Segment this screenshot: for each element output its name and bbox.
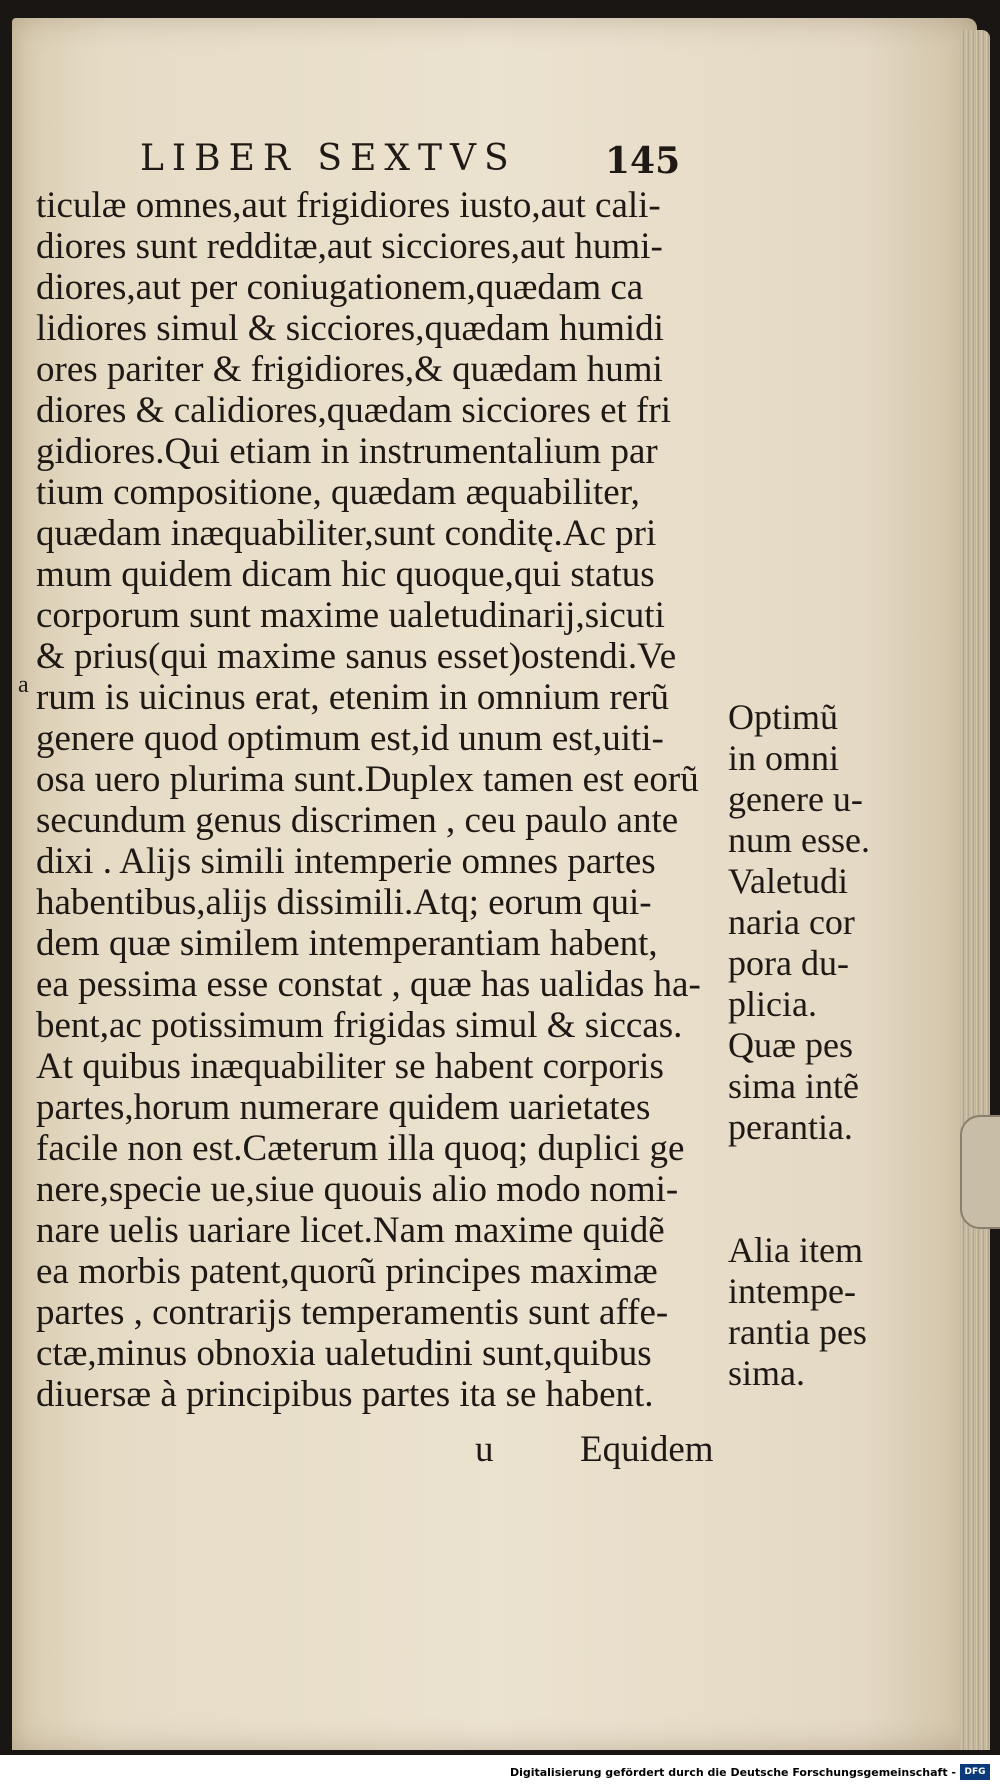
- margin-note-line: pora du-: [728, 943, 849, 983]
- text-line: quædam inæquabiliter,sunt conditę.Ac pri: [36, 513, 657, 554]
- margin-note-line: rantia pes: [728, 1312, 867, 1352]
- text-line: ea morbis patent,quorũ principes maximæ: [36, 1251, 658, 1292]
- page-tab-marker: [960, 1115, 1000, 1229]
- margin-note-line: naria cor: [728, 902, 855, 942]
- margin-note-line: perantia.: [728, 1107, 853, 1147]
- text-line: corporum sunt maxime ualetudinarij,sicuti: [36, 595, 665, 636]
- margin-note-line: Alia item: [728, 1230, 863, 1270]
- text-line: dem quæ similem intemperantiam habent,: [36, 923, 658, 964]
- text-line: nere,specie ue,siue quouis alio modo nomi-: [36, 1169, 679, 1210]
- margin-note-pessima: [728, 1025, 859, 1148]
- margin-note-line: num esse.: [728, 820, 870, 860]
- text-line: At quibus inæquabiliter se habent corporis: [36, 1046, 664, 1087]
- margin-note-line: plicia.: [728, 984, 817, 1024]
- text-line: facile non est.Cæterum illa quoq; duplici ge: [36, 1128, 685, 1169]
- signature-mark: u: [475, 1429, 494, 1470]
- margin-note-valetudinaria: [728, 861, 855, 1025]
- text-line: mum quidem dicam hic quoque,qui status: [36, 554, 655, 595]
- text-line: & prius(qui maxime sanus esset)ostendi.Ve: [36, 636, 677, 677]
- text-line: habentibus,alijs dissimili.Atq; eorum qui-: [36, 882, 652, 923]
- text-line: bent,ac potissimum frigidas simul & siccas.: [36, 1005, 683, 1046]
- text-line: nare uelis uariare licet.Nam maxime quidẽ: [36, 1210, 665, 1251]
- text-line: dixi . Alijs simili intemperie omnes partes: [36, 841, 656, 882]
- text-line: diores,aut per coniugationem,quædam ca: [36, 267, 644, 308]
- margin-note-line: Valetudi: [728, 861, 848, 901]
- text-line: gidiores.Qui etiam in instrumentalium par: [36, 431, 658, 472]
- margin-note-line: intempe-: [728, 1271, 856, 1311]
- text-line: partes , contrarijs temperamentis sunt affe-: [36, 1292, 669, 1333]
- margin-note-line: Quæ pes: [728, 1025, 853, 1065]
- margin-note-alia: [728, 1230, 867, 1394]
- digitization-credit: Digitalisierung gefördert durch die Deutsche Forschungsgemeinschaft -: [509, 1766, 956, 1779]
- text-line: genere quod optimum est,id unum est,uiti-: [36, 718, 664, 759]
- text-line: rum is uicinus erat, etenim in omnium rerũ: [36, 677, 669, 718]
- margin-note-optimum: [728, 697, 870, 861]
- text-line: partes,horum numerare quidem uarietates: [36, 1087, 651, 1128]
- main-text-column: [36, 185, 726, 1415]
- text-line: ea pessima esse constat , quæ has ualidas ha-: [36, 964, 701, 1005]
- margin-note-line: Optimũ: [728, 697, 839, 737]
- text-line: diores & calidiores,quædam sicciores et fri: [36, 390, 671, 431]
- margin-marker: a: [18, 672, 29, 698]
- text-line: secundum genus discrimen , ceu paulo ante: [36, 800, 679, 841]
- text-line: diores sunt redditæ,aut sicciores,aut humi-: [36, 226, 663, 267]
- dfg-logo: DFG: [960, 1764, 990, 1780]
- margin-note-line: sima.: [728, 1353, 805, 1393]
- text-line: lidiores simul & sicciores,quædam humidi: [36, 308, 664, 349]
- catchword: Equidem: [580, 1429, 714, 1470]
- page-number: 145: [605, 140, 681, 182]
- margin-note-line: in omni: [728, 738, 840, 778]
- text-line: ticulæ omnes,aut frigidiores iusto,aut cali-: [36, 185, 661, 226]
- text-line: ores pariter & frigidiores,& quædam humi: [36, 349, 663, 390]
- margin-note-line: genere u-: [728, 779, 863, 819]
- running-head: LIBER SEXTVS: [140, 138, 517, 179]
- text-line: diuersæ à principibus partes ita se habent.: [36, 1374, 654, 1415]
- text-line: ctæ,minus obnoxia ualetudini sunt,quibus: [36, 1333, 652, 1374]
- text-line: tium compositione, quædam æquabiliter,: [36, 472, 640, 513]
- margin-note-line: sima intẽ: [728, 1066, 859, 1106]
- page-edges: [960, 30, 990, 1750]
- text-line: osa uero plurima sunt.Duplex tamen est eorũ: [36, 759, 699, 800]
